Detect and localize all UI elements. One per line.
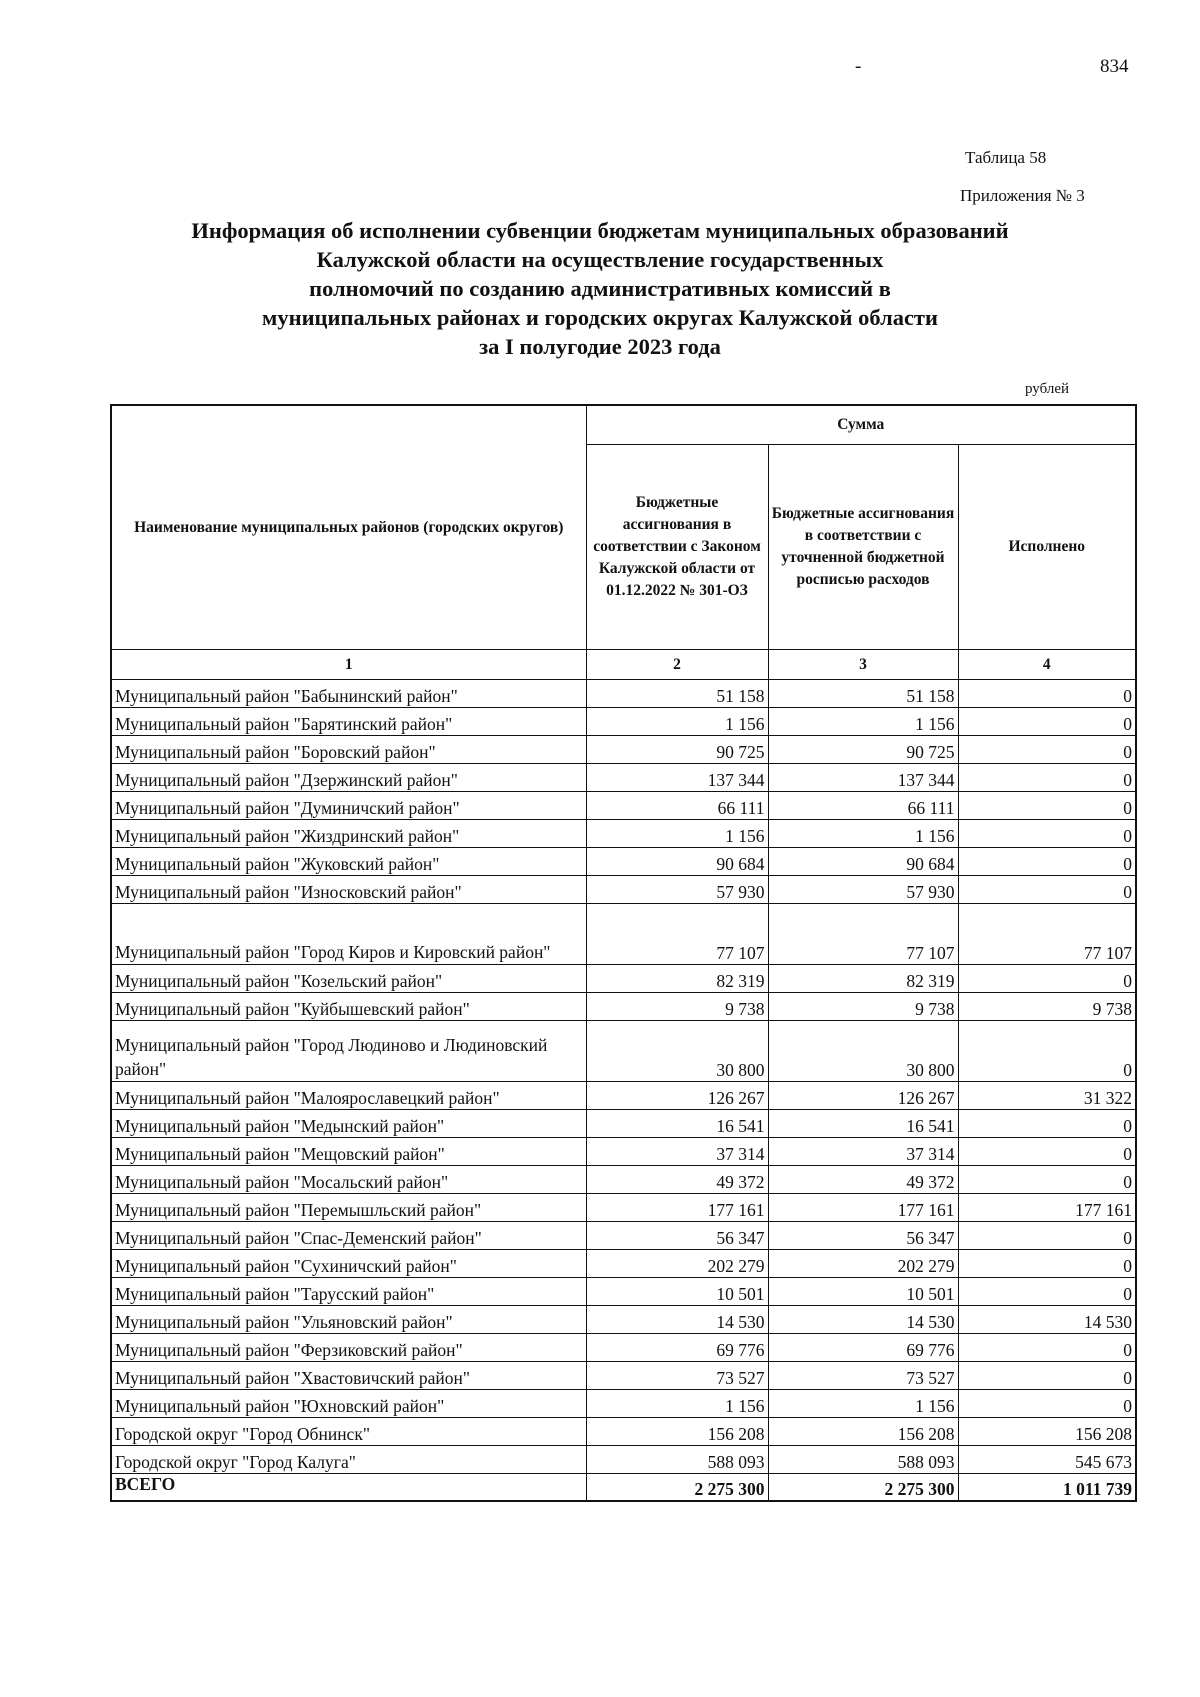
district-name: Городской округ "Город Калуга" (111, 1446, 586, 1474)
table-row (111, 1222, 1136, 1250)
executed-amount: 0 (958, 1250, 1136, 1278)
executed-amount: 0 (958, 1138, 1136, 1166)
refined-amount: 57 930 (768, 876, 958, 904)
law-amount: 126 267 (586, 1082, 768, 1110)
col-number: 2 (586, 650, 768, 680)
table-row (111, 1166, 1136, 1194)
executed-amount: 0 (958, 764, 1136, 792)
refined-amount: 73 527 (768, 1362, 958, 1390)
table-row (111, 1021, 1136, 1082)
district-name: Муниципальный район "Жуковский район" (111, 848, 586, 876)
refined-amount: 1 156 (768, 708, 958, 736)
law-amount: 77 107 (586, 904, 768, 965)
law-amount: 177 161 (586, 1194, 768, 1222)
executed-amount: 156 208 (958, 1418, 1136, 1446)
table-row (111, 904, 1136, 965)
refined-amount: 1 156 (768, 820, 958, 848)
executed-amount: 0 (958, 965, 1136, 993)
district-name: Муниципальный район "Спас-Деменский район" (111, 1222, 586, 1250)
table-row (111, 680, 1136, 708)
refined-amount: 9 738 (768, 993, 958, 1021)
table-row (111, 792, 1136, 820)
refined-amount: 90 684 (768, 848, 958, 876)
law-amount: 1 156 (586, 1390, 768, 1418)
title-line: муниципальных районах и городских округах Калужской области (262, 305, 938, 330)
district-name: Муниципальный район "Малоярославецкий район" (111, 1082, 586, 1110)
law-amount: 202 279 (586, 1250, 768, 1278)
table-row (111, 764, 1136, 792)
executed-amount: 14 530 (958, 1306, 1136, 1334)
units-label: рублей (1025, 381, 1070, 397)
col-number: 4 (958, 650, 1136, 680)
executed-amount: 31 322 (958, 1082, 1136, 1110)
table-row (111, 1250, 1136, 1278)
executed-amount: 0 (958, 1334, 1136, 1362)
table-row (111, 1446, 1136, 1474)
law-amount: 69 776 (586, 1334, 768, 1362)
total-refined-amount: 2 275 300 (768, 1474, 958, 1502)
executed-amount: 0 (958, 708, 1136, 736)
law-amount: 49 372 (586, 1166, 768, 1194)
table-row (111, 1334, 1136, 1362)
refined-amount: 69 776 (768, 1334, 958, 1362)
law-amount: 16 541 (586, 1110, 768, 1138)
executed-amount: 177 161 (958, 1194, 1136, 1222)
refined-amount: 177 161 (768, 1194, 958, 1222)
refined-amount: 77 107 (768, 904, 958, 965)
district-name: Муниципальный район "Боровский район" (111, 736, 586, 764)
col-name-header: Наименование муниципальных районов (городских округов) (111, 405, 586, 650)
refined-amount: 588 093 (768, 1446, 958, 1474)
table-row (111, 1138, 1136, 1166)
district-name: Муниципальный район "Куйбышевский район" (111, 993, 586, 1021)
executed-amount: 0 (958, 820, 1136, 848)
district-name: Муниципальный район "Город Киров и Кировский район" (111, 904, 586, 965)
refined-amount: 16 541 (768, 1110, 958, 1138)
district-name: Муниципальный район "Ферзиковский район" (111, 1334, 586, 1362)
refined-amount: 137 344 (768, 764, 958, 792)
district-name: Муниципальный район "Барятинский район" (111, 708, 586, 736)
law-amount: 37 314 (586, 1138, 768, 1166)
district-name: Муниципальный район "Хвастовичский район" (111, 1362, 586, 1390)
district-name: Муниципальный район "Сухиничский район" (111, 1250, 586, 1278)
col-executed-header: Исполнено (958, 445, 1136, 650)
law-amount: 56 347 (586, 1222, 768, 1250)
law-amount: 1 156 (586, 708, 768, 736)
law-amount: 90 684 (586, 848, 768, 876)
law-amount: 137 344 (586, 764, 768, 792)
executed-amount: 0 (958, 848, 1136, 876)
refined-amount: 37 314 (768, 1138, 958, 1166)
refined-amount: 56 347 (768, 1222, 958, 1250)
law-amount: 10 501 (586, 1278, 768, 1306)
document-title (150, 216, 1050, 361)
subvention-table (110, 404, 1137, 1502)
table-row (111, 1194, 1136, 1222)
executed-amount: 0 (958, 680, 1136, 708)
executed-amount: 0 (958, 1278, 1136, 1306)
table-row (111, 736, 1136, 764)
table-row (111, 1390, 1136, 1418)
law-amount: 57 930 (586, 876, 768, 904)
district-name: Муниципальный район "Козельский район" (111, 965, 586, 993)
title-line: полномочий по созданию административных комиссий в (309, 276, 891, 301)
district-name: Муниципальный район "Думиничский район" (111, 792, 586, 820)
law-amount: 14 530 (586, 1306, 768, 1334)
table-row (111, 965, 1136, 993)
total-executed-amount: 1 011 739 (958, 1474, 1136, 1502)
refined-amount: 66 111 (768, 792, 958, 820)
total-label: ВСЕГО (111, 1474, 586, 1502)
page-number: 834 (1100, 56, 1129, 77)
executed-amount: 0 (958, 1110, 1136, 1138)
law-amount: 66 111 (586, 792, 768, 820)
executed-amount: 0 (958, 1166, 1136, 1194)
refined-amount: 90 725 (768, 736, 958, 764)
executed-amount: 0 (958, 1362, 1136, 1390)
refined-amount: 10 501 (768, 1278, 958, 1306)
refined-amount: 49 372 (768, 1166, 958, 1194)
district-name: Муниципальный район "Город Людиново и Людиновский район" (111, 1021, 586, 1082)
executed-amount: 545 673 (958, 1446, 1136, 1474)
page-mark: - (855, 56, 862, 77)
district-name: Муниципальный район "Жиздринский район" (111, 820, 586, 848)
district-name: Муниципальный район "Мосальский район" (111, 1166, 586, 1194)
col-law-header: Бюджетные ассигнования в соответствии с Законом Калужской области от 01.12.2022 № 301-ОЗ (586, 445, 768, 650)
table-row (111, 876, 1136, 904)
col-number: 1 (111, 650, 586, 680)
refined-amount: 51 158 (768, 680, 958, 708)
law-amount: 90 725 (586, 736, 768, 764)
table-row (111, 848, 1136, 876)
district-name: Муниципальный район "Износковский район" (111, 876, 586, 904)
total-law-amount: 2 275 300 (586, 1474, 768, 1502)
law-amount: 1 156 (586, 820, 768, 848)
table-row (111, 1082, 1136, 1110)
law-amount: 30 800 (586, 1021, 768, 1082)
district-name: Муниципальный район "Юхновский район" (111, 1390, 586, 1418)
district-name: Муниципальный район "Тарусский район" (111, 1278, 586, 1306)
col-number: 3 (768, 650, 958, 680)
table-row (111, 1110, 1136, 1138)
refined-amount: 202 279 (768, 1250, 958, 1278)
table-row (111, 993, 1136, 1021)
table-row (111, 1278, 1136, 1306)
district-name: Муниципальный район "Перемышльский район" (111, 1194, 586, 1222)
refined-amount: 1 156 (768, 1390, 958, 1418)
col-refined-header: Бюджетные ассигнования в соответствии с уточненной бюджетной росписью расходов (768, 445, 958, 650)
district-name: Муниципальный район "Мещовский район" (111, 1138, 586, 1166)
law-amount: 156 208 (586, 1418, 768, 1446)
appendix-label: Приложения № 3 (960, 186, 1085, 205)
executed-amount: 0 (958, 1222, 1136, 1250)
law-amount: 51 158 (586, 680, 768, 708)
table-row (111, 1418, 1136, 1446)
title-line: Калужской области на осуществление государственных (316, 247, 884, 272)
total-row (111, 1474, 1136, 1502)
refined-amount: 14 530 (768, 1306, 958, 1334)
table-row (111, 708, 1136, 736)
refined-amount: 82 319 (768, 965, 958, 993)
executed-amount: 77 107 (958, 904, 1136, 965)
law-amount: 82 319 (586, 965, 768, 993)
executed-amount: 0 (958, 876, 1136, 904)
table-row (111, 1306, 1136, 1334)
executed-amount: 0 (958, 1021, 1136, 1082)
table-label: Таблица 58 (965, 148, 1047, 167)
district-name: Городской округ "Город Обнинск" (111, 1418, 586, 1446)
executed-amount: 0 (958, 736, 1136, 764)
district-name: Муниципальный район "Медынский район" (111, 1110, 586, 1138)
title-line: за I полугодие 2023 года (479, 334, 721, 359)
title-line: Информация об исполнении субвенции бюджетам муниципальных образований (191, 218, 1009, 243)
refined-amount: 156 208 (768, 1418, 958, 1446)
law-amount: 588 093 (586, 1446, 768, 1474)
executed-amount: 0 (958, 792, 1136, 820)
table-row (111, 1362, 1136, 1390)
refined-amount: 126 267 (768, 1082, 958, 1110)
district-name: Муниципальный район "Дзержинский район" (111, 764, 586, 792)
table-row (111, 820, 1136, 848)
sum-header: Сумма (586, 405, 1136, 445)
law-amount: 73 527 (586, 1362, 768, 1390)
executed-amount: 9 738 (958, 993, 1136, 1021)
district-name: Муниципальный район "Ульяновский район" (111, 1306, 586, 1334)
law-amount: 9 738 (586, 993, 768, 1021)
executed-amount: 0 (958, 1390, 1136, 1418)
district-name: Муниципальный район "Бабынинский район" (111, 680, 586, 708)
refined-amount: 30 800 (768, 1021, 958, 1082)
